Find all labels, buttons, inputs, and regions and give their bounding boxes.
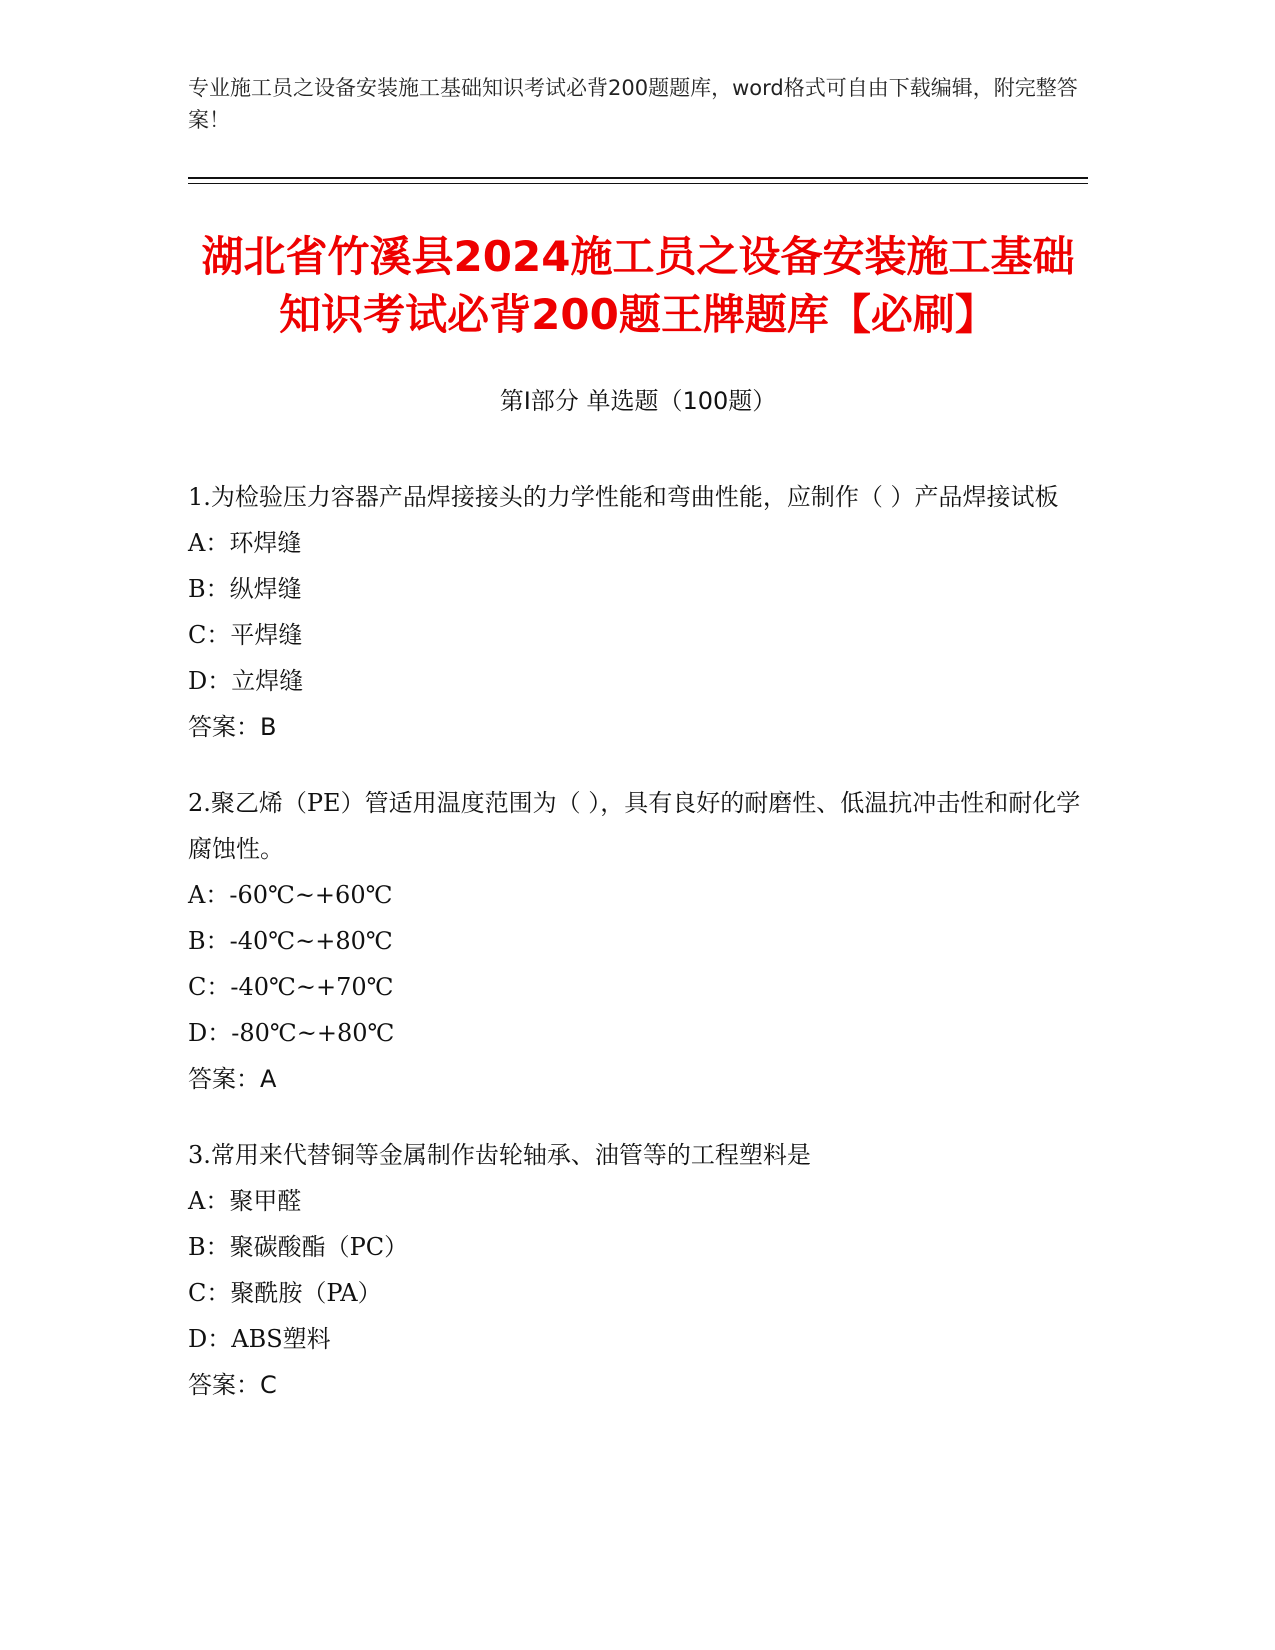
- header-rule-thin: [188, 183, 1088, 184]
- option-b: B：聚碳酸酯（PC）: [188, 1233, 409, 1261]
- option-d: D：立焊缝: [188, 667, 304, 695]
- option-a: A：环焊缝: [188, 529, 302, 557]
- question-stem: 3.常用来代替铜等金属制作齿轮轴承、油管等的工程塑料是: [188, 1141, 811, 1169]
- option-a: A：聚甲醛: [188, 1187, 302, 1215]
- option-c: C：聚酰胺（PA）: [188, 1279, 382, 1307]
- answer-line: 答案：A: [188, 1065, 277, 1093]
- answer-line: 答案：C: [188, 1371, 277, 1399]
- answer-line: 答案：B: [188, 713, 277, 741]
- question-2: [188, 780, 1088, 1102]
- option-b: B：-40℃~+80℃: [188, 927, 393, 955]
- document-title: 湖北省竹溪县2024施工员之设备安装施工基础知识考试必背200题王牌题库【必刷】: [201, 232, 1075, 339]
- question-3: [188, 1132, 1088, 1408]
- header-note: 专业施工员之设备安装施工基础知识考试必背200题题库，word格式可自由下载编辑，附完整答案！: [188, 76, 1078, 132]
- option-c: C：-40℃~+70℃: [188, 973, 394, 1001]
- option-d: D：-80℃~+80℃: [188, 1019, 395, 1047]
- option-d: D：ABS塑料: [188, 1325, 331, 1353]
- question-stem: 2.聚乙烯（PE）管适用温度范围为（ ），具有良好的耐磨性、低温抗冲击性和耐化学腐蚀性。: [188, 789, 1081, 863]
- header-rule-thick: [188, 177, 1088, 179]
- option-a: A：-60℃~+60℃: [188, 881, 393, 909]
- section-title: 第I部分 单选题（100题）: [499, 387, 777, 415]
- option-c: C：平焊缝: [188, 621, 303, 649]
- option-b: B：纵焊缝: [188, 575, 302, 603]
- question-1: [188, 474, 1088, 750]
- question-list: [188, 474, 1088, 1438]
- question-stem: 1.为检验压力容器产品焊接接头的力学性能和弯曲性能，应制作（ ）产品焊接试板: [188, 483, 1059, 511]
